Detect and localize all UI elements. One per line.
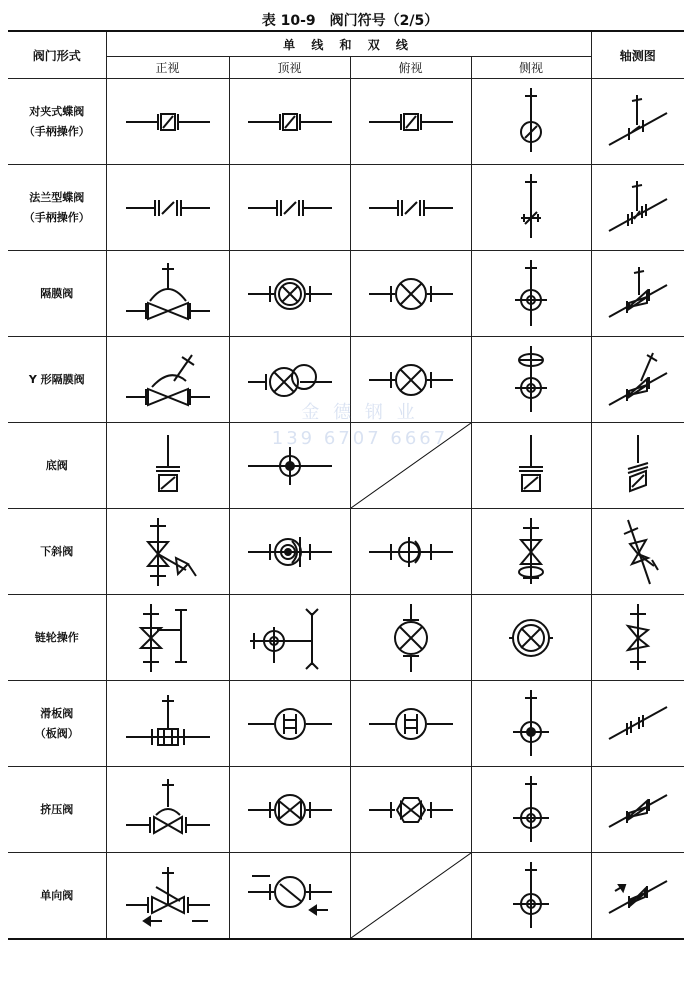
- flanged-butterfly-side-symbol: [471, 165, 591, 251]
- row-label-angled-valve: 下斜阀: [8, 509, 106, 595]
- check-valve-side-symbol: [471, 853, 591, 940]
- chainwheel-side-symbol: [471, 595, 591, 681]
- chainwheel-top-symbol: [229, 595, 350, 681]
- table-row: [8, 423, 684, 509]
- foot-valve-top-symbol: [229, 423, 350, 509]
- y-diaphragm-axonometric-symbol: [591, 337, 684, 423]
- y-diaphragm-bottom-symbol: [350, 337, 471, 423]
- angled-valve-side-symbol: [471, 509, 591, 595]
- diaphragm-side-symbol: [471, 251, 591, 337]
- y-diaphragm-side-symbol: [471, 337, 591, 423]
- wafer-butterfly-axonometric-symbol: [591, 79, 684, 165]
- wafer-butterfly-front-symbol: [106, 79, 229, 165]
- watermark-line2: 139 6707 6667: [271, 428, 449, 449]
- check-valve-top-symbol: [229, 853, 350, 940]
- slide-valve-axonometric-symbol: [591, 681, 684, 767]
- wafer-butterfly-top-symbol: [229, 79, 350, 165]
- row-label-diaphragm: 隔膜阀: [8, 251, 106, 337]
- slide-valve-top-symbol: [229, 681, 350, 767]
- table-row: [8, 79, 684, 165]
- row-label-y-diaphragm: Y 形隔膜阀: [8, 337, 106, 423]
- flanged-butterfly-top-symbol: [229, 165, 350, 251]
- row-label-wafer-butterfly: 对夹式蝶阀 （手柄操作）: [8, 79, 106, 165]
- foot-valve-bottom-not-applicable: [350, 423, 471, 509]
- row-label-pinch-valve: 挤压阀: [8, 767, 106, 853]
- table-row: [8, 337, 684, 423]
- slide-valve-side-symbol: [471, 681, 591, 767]
- wafer-butterfly-side-symbol: [471, 79, 591, 165]
- pinch-valve-side-symbol: [471, 767, 591, 853]
- slide-valve-front-symbol: [106, 681, 229, 767]
- table-row: [8, 251, 684, 337]
- angled-valve-bottom-symbol: [350, 509, 471, 595]
- diaphragm-bottom-symbol: [350, 251, 471, 337]
- flanged-butterfly-axonometric-symbol: [591, 165, 684, 251]
- diaphragm-front-symbol: [106, 251, 229, 337]
- pinch-valve-front-symbol: [106, 767, 229, 853]
- header-valve-form: 阀门形式: [8, 31, 106, 79]
- row-label-check-valve: 单向阀: [8, 853, 106, 940]
- table-row: [8, 767, 684, 853]
- table-row: [8, 595, 684, 681]
- header-bottom-view: 俯视: [350, 57, 471, 79]
- check-valve-axonometric-symbol: [591, 853, 684, 940]
- valve-symbol-table: [8, 30, 684, 940]
- foot-valve-side-symbol: [471, 423, 591, 509]
- check-valve-front-symbol: [106, 853, 229, 940]
- check-valve-bottom-not-applicable: [350, 853, 471, 940]
- row-label-foot-valve: 底阀: [8, 423, 106, 509]
- header-front-view: 正视: [106, 57, 229, 79]
- angled-valve-top-symbol: [229, 509, 350, 595]
- y-diaphragm-top-symbol: [229, 337, 350, 423]
- flanged-butterfly-bottom-symbol: [350, 165, 471, 251]
- flanged-butterfly-front-symbol: [106, 165, 229, 251]
- angled-valve-axonometric-symbol: [591, 509, 684, 595]
- angled-valve-front-symbol: [106, 509, 229, 595]
- page-title: 表 10-9 阀门符号（2/5）: [261, 13, 439, 29]
- wafer-butterfly-bottom-symbol: [350, 79, 471, 165]
- header-single-double-line: 单 线 和 双 线: [106, 31, 591, 57]
- pinch-valve-top-symbol: [229, 767, 350, 853]
- row-label-slide-valve: 滑板阀 （板阀）: [8, 681, 106, 767]
- chainwheel-front-symbol: [106, 595, 229, 681]
- table-row: [8, 853, 684, 940]
- pinch-valve-bottom-symbol: [350, 767, 471, 853]
- table-row: [8, 681, 684, 767]
- chainwheel-bottom-symbol: [350, 595, 471, 681]
- watermark-line1: 金 德 钢 业: [301, 402, 419, 423]
- foot-valve-axonometric-symbol: [591, 423, 684, 509]
- table-row: [8, 165, 684, 251]
- diaphragm-top-symbol: [229, 251, 350, 337]
- y-diaphragm-front-symbol: [106, 337, 229, 423]
- header-side-view: 侧视: [471, 57, 591, 79]
- table-row: [8, 509, 684, 595]
- diaphragm-axonometric-symbol: [591, 251, 684, 337]
- header-top-view: 顶视: [229, 57, 350, 79]
- pinch-valve-axonometric-symbol: [591, 767, 684, 853]
- row-label-chainwheel: 链轮操作: [8, 595, 106, 681]
- header-axonometric: 轴测图: [591, 31, 684, 79]
- slide-valve-bottom-symbol: [350, 681, 471, 767]
- row-label-flanged-butterfly: 法兰型蝶阀 （手柄操作）: [8, 165, 106, 251]
- foot-valve-front-symbol: [106, 423, 229, 509]
- chainwheel-axonometric-symbol: [591, 595, 684, 681]
